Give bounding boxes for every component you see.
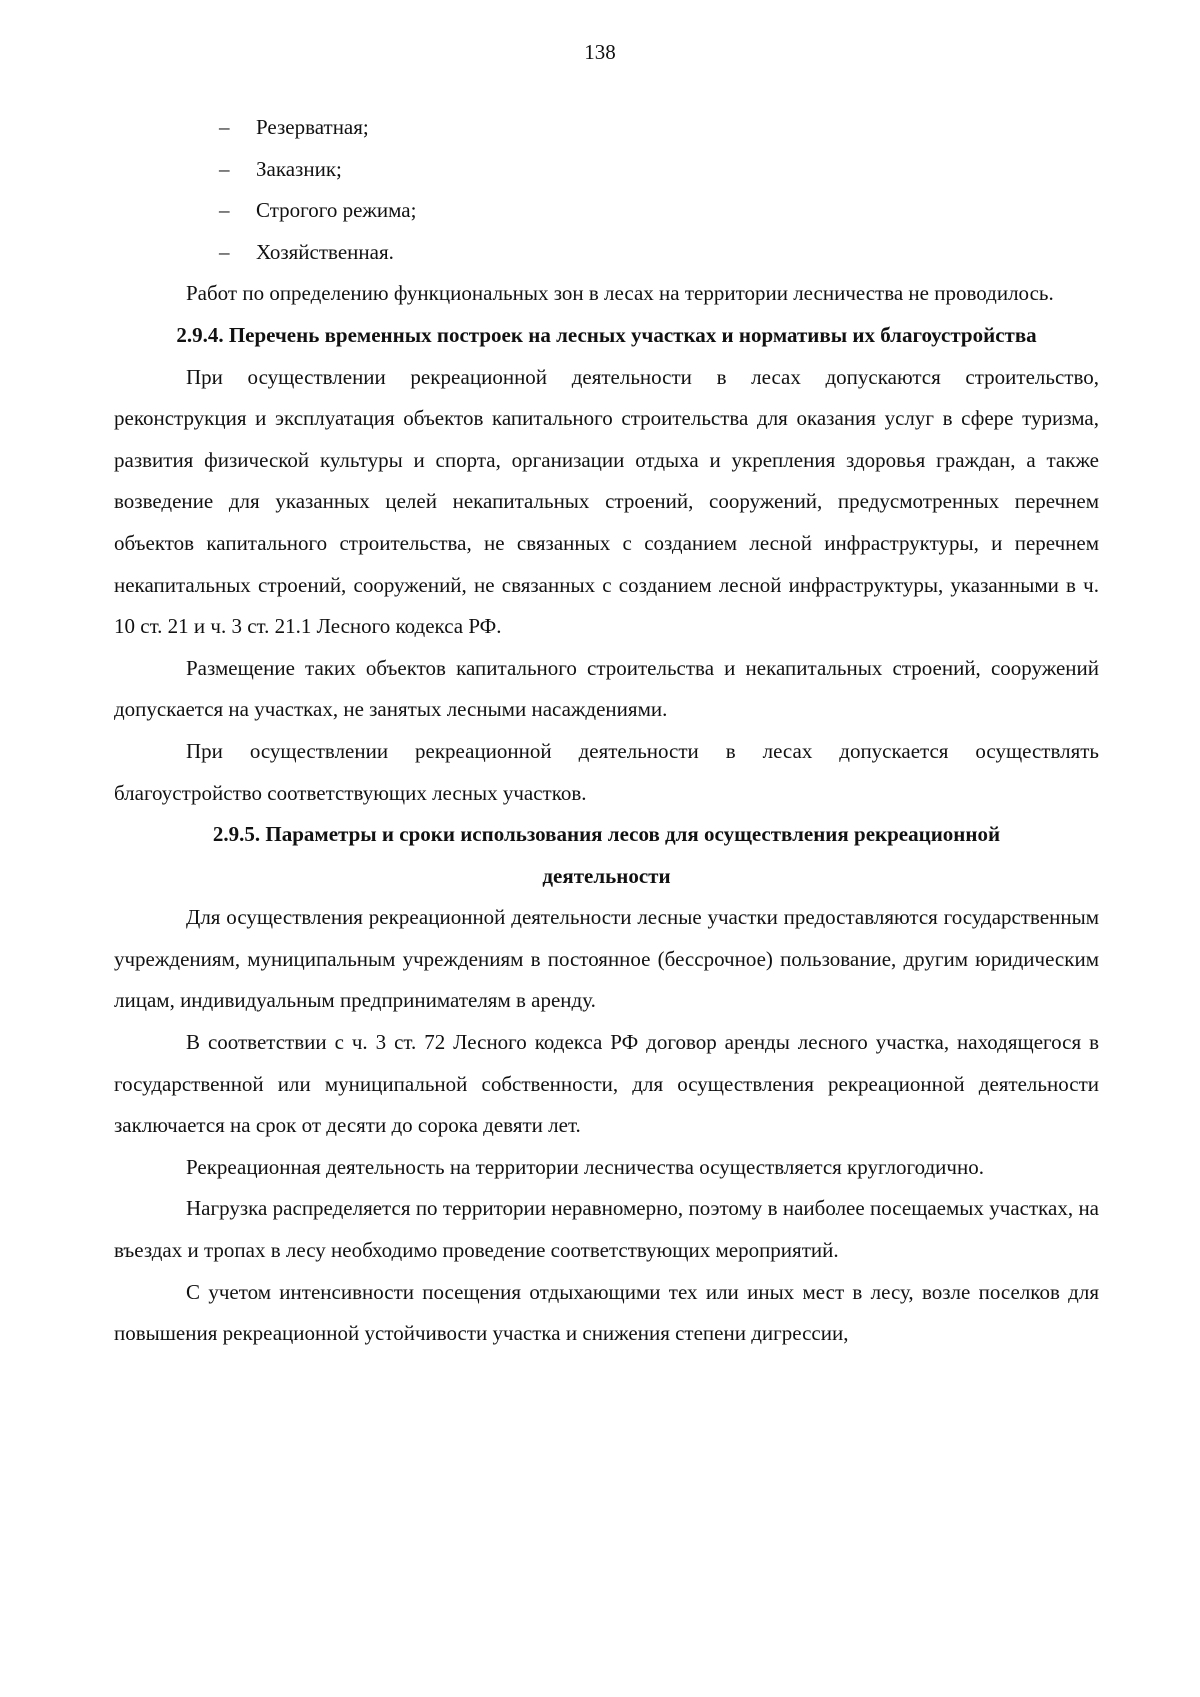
- list-item-text: Резерватная;: [256, 115, 369, 139]
- page-content: [114, 107, 1099, 1355]
- zone-list: [114, 107, 1099, 273]
- page-number: 138: [584, 40, 616, 64]
- dash-bullet: –: [219, 239, 230, 264]
- list-item-text: Заказник;: [256, 156, 342, 181]
- list-item: [114, 190, 1099, 232]
- list-item: [114, 149, 1099, 191]
- dash-bullet: –: [219, 156, 230, 181]
- section-heading-2-9-4: 2.9.4. Перечень временных построек на лесных участках и нормативы их благоустройства: [176, 322, 1037, 347]
- paragraph: Размещение таких объектов капитального строительства и некапитальных строений, сооружений допускается на участках, не занятых лесными насаждениями.: [114, 655, 1099, 722]
- paragraph: С учетом интенсивности посещения отдыхающими тех или иных мест в лесу, возле поселков для повышения рекреационной устойчивости участка и снижения степени дигрессии,: [114, 1279, 1099, 1346]
- section-heading-2-9-5: 2.9.5. Параметры и сроки использования лесов для осуществления рекреационной деятельности: [212, 822, 1001, 888]
- dash-bullet: –: [219, 198, 230, 223]
- paragraph: Рекреационная деятельность на территории лесничества осуществляется круглогодично.: [186, 1154, 984, 1179]
- paragraph: Работ по определению функциональных зон в лесах на территории лесничества не проводилось.: [186, 281, 1054, 306]
- list-item: [114, 107, 1099, 149]
- paragraph: При осуществлении рекреационной деятельности в лесах допускается осуществлять благоустройство соответствующих лесных участков.: [114, 738, 1099, 805]
- paragraph: Нагрузка распределяется по территории неравномерно, поэтому в наиболее посещаемых участках, на въездах и тропах в лесу необходимо проведение соответствующих мероприятий.: [114, 1196, 1099, 1263]
- paragraph: При осуществлении рекреационной деятельности в лесах допускаются строительство, реконструкция и эксплуатация объектов капитального строительства для оказания услуг в сфере туризма, развития физической культуры и спорта, организации отдыха и укрепления здоровья граждан, а также возведение для указанных целей некапитальных строений, сооружений, предусмотренных перечнем объектов капитального строительства, не связанных с созданием лесной инфраструктуры, и перечнем некапитальных строений, сооружений, не связанных с созданием лесной инфраструктуры, указанными в ч. 10 ст. 21 и ч. 3 ст. 21.1 Лесного кодекса РФ.: [114, 364, 1099, 639]
- list-item-text: Хозяйственная.: [256, 239, 394, 264]
- paragraph: Для осуществления рекреационной деятельности лесные участки предоставляются государственным учреждениям, муниципальным учреждениям в постоянное (бессрочное) пользование, другим юридическим лицам, индивидуальным предпринимателям в аренду.: [114, 905, 1099, 1013]
- paragraph: В соответствии с ч. 3 ст. 72 Лесного кодекса РФ договор аренды лесного участка, находящегося в государственной или муниципальной собственности, для осуществления рекреационной деятельности заключается на срок от десяти до сорока девяти лет.: [114, 1030, 1099, 1138]
- list-item-text: Строгого режима;: [256, 198, 417, 223]
- list-item: [114, 232, 1099, 274]
- dash-bullet: –: [219, 115, 230, 139]
